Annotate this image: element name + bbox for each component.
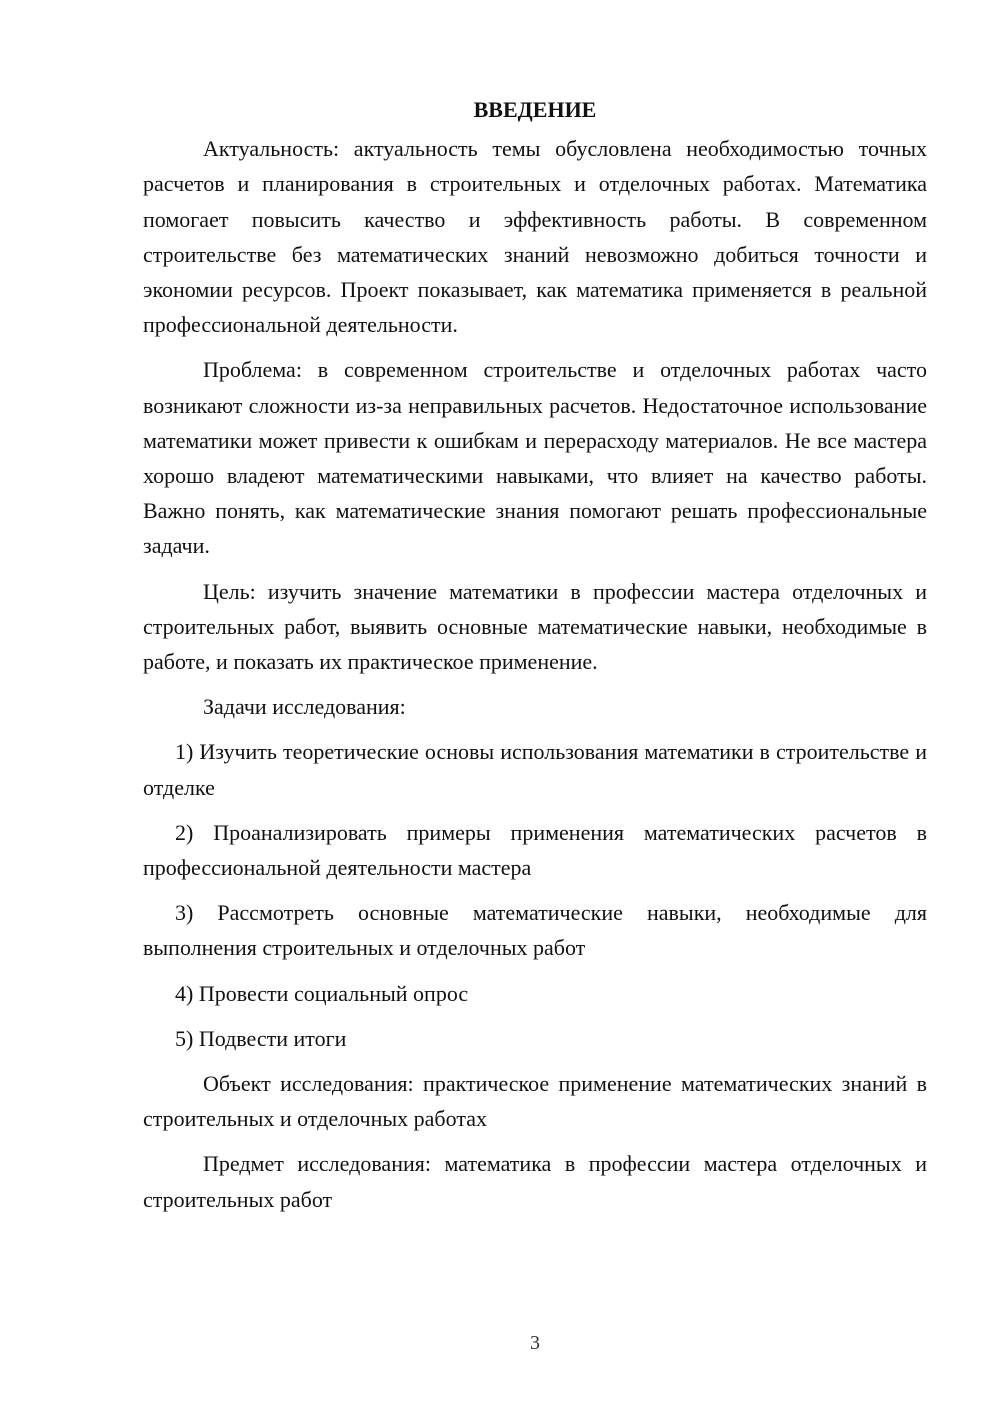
task-item-1: 1) Изучить теоретические основы использования математики в строительстве и отделке (143, 739, 927, 800)
task-item-4: 4) Провести социальный опрос (175, 980, 469, 1006)
document-page (143, 92, 927, 1227)
section-heading: ВВЕДЕНИЕ (473, 97, 597, 122)
tasks-title: Задачи исследования: (203, 694, 406, 720)
task-item-5: 5) Подвести итоги (175, 1025, 347, 1051)
page-number: 3 (530, 1332, 540, 1354)
task-item-3: 3) Рассмотреть основные математические навыки, необходимые для выполнения строительных и отделочных работ (143, 900, 927, 961)
paragraph-object: Объект исследования: практическое применение математических знаний в строительных и отделочных работах (143, 1071, 927, 1132)
paragraph-relevance: Актуальность: актуальность темы обусловлена необходимостью точных расчетов и планирования в строительных и отделочных работах. Математика помогает повысить качество и эффективность работы. В современном строительстве без математических знаний невозможно добиться точности и экономии ресурсов. Проект показывает, как математика применяется в реальной профессиональной деятельности. (143, 136, 927, 338)
paragraph-subject: Предмет исследования: математика в профессии мастера отделочных и строительных работ (143, 1151, 927, 1212)
paragraph-goal: Цель: изучить значение математики в профессии мастера отделочных и строительных работ, выявить основные математические навыки, необходимые в работе, и показать их практическое применение. (143, 578, 927, 675)
task-item-2: 2) Проанализировать примеры применения математических расчетов в профессиональной деятельности мастера (143, 819, 927, 881)
paragraph-problem: Проблема: в современном строительстве и отделочных работах часто возникают сложности из-за неправильных расчетов. Недостаточное использование математики может привести к ошибкам и перерасходу материалов. Не все мастера хорошо владеют математическими навыками, что влияет на качество работы. Важно понять, как математические знания помогают решать профессиональные задачи. (143, 357, 927, 559)
